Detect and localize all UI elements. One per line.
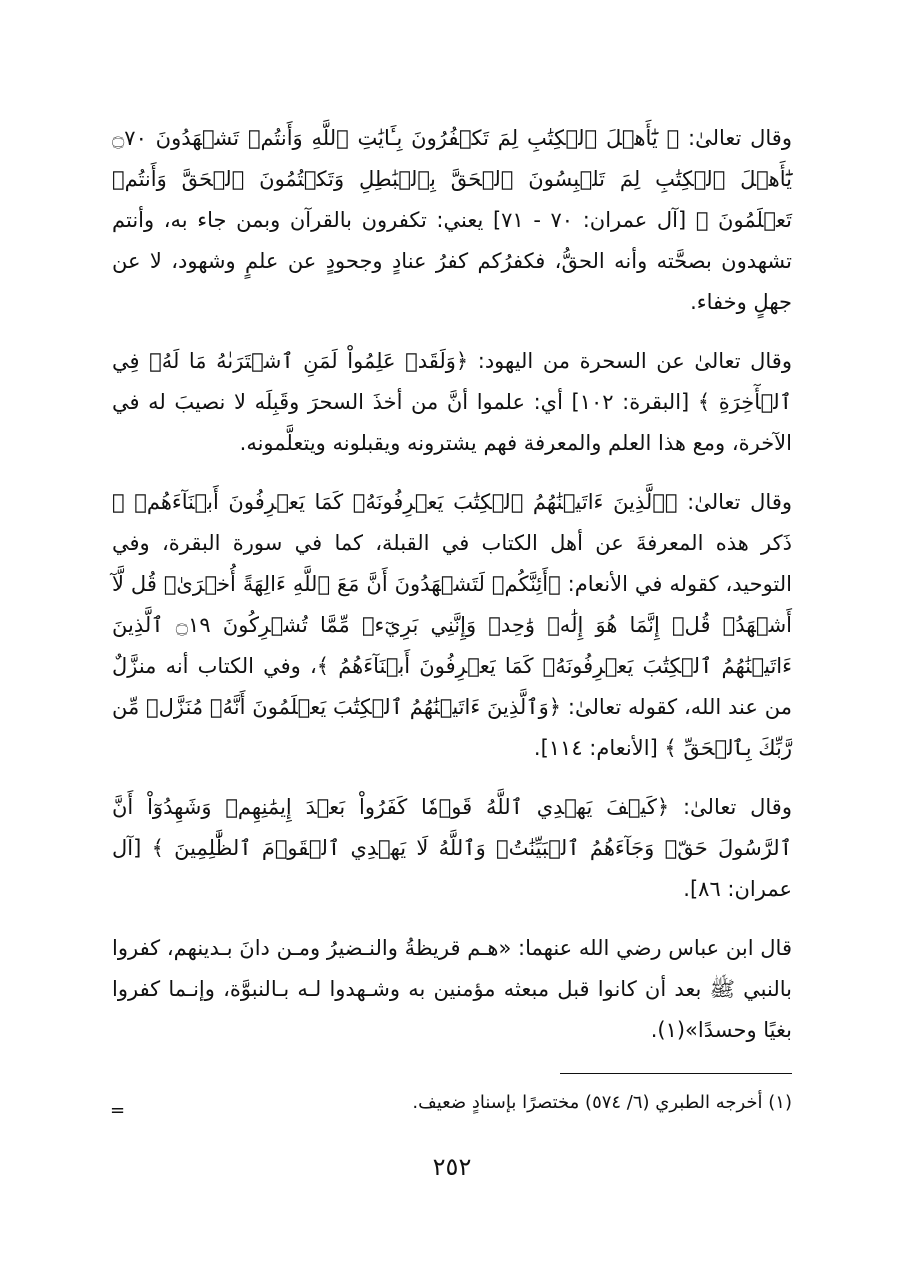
paragraph-ibn-abbas: قال ابن عباس رضي الله عنهما: «هـم قريظةُ والنـضيرُ ومـن دانَ بـدينهم، كفروا بالنبي ﷺ بعد أن كانوا قبل مبعثه مؤمنين به وشـهدوا لـه بـالنبوَّة، وإنـما كفروا بغيًا وحسدًا»(١). — [112, 936, 792, 1042]
paragraph-al-imran-86: وقال تعالىٰ: ﴿كَيۡفَ يَهۡدِي ٱللَّهُ قَوۡمٗا كَفَرُواْ بَعۡدَ إِيمَٰنِهِمۡ وَشَهِدُوٓاْ أَنَّ ٱلرَّسُولَ حَقّٞ وَجَآءَهُمُ ٱلۡبَيِّنَٰتُۚ وَٱللَّهُ لَا يَهۡدِي ٱلۡقَوۡمَ ٱلظَّٰلِمِينَ ﴾ [آل عمران: ٨٦]. — [112, 795, 792, 901]
paragraph-baqarah-102: وقال تعالىٰ عن السحرة من اليهود: ﴿وَلَقَدۡ عَلِمُواْ لَمَنِ ٱشۡتَرَىٰهُ مَا لَهُۥ فِي ٱلۡأٓخِرَةِ ﴾ [البقرة: ١٠٢] أي: علموا أنَّ من أخذَ السحرَ وقَبِلَه لا نصيبَ له في الآخرة، ومع هذا العلم والمعرفة فهم يشترونه ويقبلونه ويتعلَّمونه. — [112, 349, 792, 455]
book-page — [110, 118, 792, 1181]
footnote-divider — [560, 1073, 792, 1074]
footnote-1: (١) أخرجه الطبري (٦/ ٥٧٤) مختصرًا بإسنادٍ ضعيف. — [412, 1092, 792, 1113]
paragraph-al-imran-70-71: وقال تعالىٰ: ﴿ يَٰٓأَهۡلَ ٱلۡكِتَٰبِ لِمَ تَكۡفُرُونَ بِـَٔايَٰتِ ٱللَّهِ وَأَنتُمۡ تَشۡهَدُونَ ۝٧٠ يَٰٓأَهۡلَ ٱلۡكِتَٰبِ لِمَ تَلۡبِسُونَ ٱلۡحَقَّ بِٱلۡبَٰطِلِ وَتَكۡتُمُونَ ٱلۡحَقَّ وَأَنتُمۡ تَعۡلَمُونَ ﴾ [آل عمران: ٧٠ - ٧١] يعني: تكفرون بالقرآن وبمن جاء به، وأنتم تشهدون بصحَّته وأنه الحقُّ، فكفرُكم كفرُ عنادٍ وجحودٍ عن علمٍ وشهود، لا عن جهلٍ وخفاء. — [112, 126, 792, 314]
paragraph-anam-114: وقال تعالىٰ: ﴿ٱلَّذِينَ ءَاتَيۡنَٰهُمُ ٱلۡكِتَٰبَ يَعۡرِفُونَهُۥ كَمَا يَعۡرِفُونَ أَبۡنَآءَهُمۡ ﴾ ذَكر هذه المعرفةَ عن أهل الكتاب في القبلة، كما في سورة البقرة، وفي التوحيد، كقوله في الأنعام: ﴿أَئِنَّكُمۡ لَتَشۡهَدُونَ أَنَّ مَعَ ٱللَّهِ ءَالِهَةً أُخۡرَىٰۚ قُل لَّآ أَشۡهَدُۚ قُلۡ إِنَّمَا هُوَ إِلَٰهٞ وَٰحِدٞ وَإِنَّنِي بَرِيٓءٞ مِّمَّا تُشۡرِكُونَ ۝١٩ ٱلَّذِينَ ءَاتَيۡنَٰهُمُ ٱلۡكِتَٰبَ يَعۡرِفُونَهُۥ كَمَا يَعۡرِفُونَ أَبۡنَآءَهُمُ ﴾، وفي الكتاب أنه منزَّلٌ من عند الله، كقوله تعالىٰ: ﴿وَٱلَّذِينَ ءَاتَيۡنَٰهُمُ ٱلۡكِتَٰبَ يَعۡلَمُونَ أَنَّهُۥ مُنَزَّلٞ مِّن رَّبِّكَ بِٱلۡحَقِّ ﴾ [الأنعام: ١١٤]. — [112, 490, 792, 760]
footnote-area — [110, 1073, 792, 1121]
footnote-continuation-mark: = — [110, 1100, 126, 1121]
page-number: ٢٥٢ — [432, 1153, 472, 1181]
